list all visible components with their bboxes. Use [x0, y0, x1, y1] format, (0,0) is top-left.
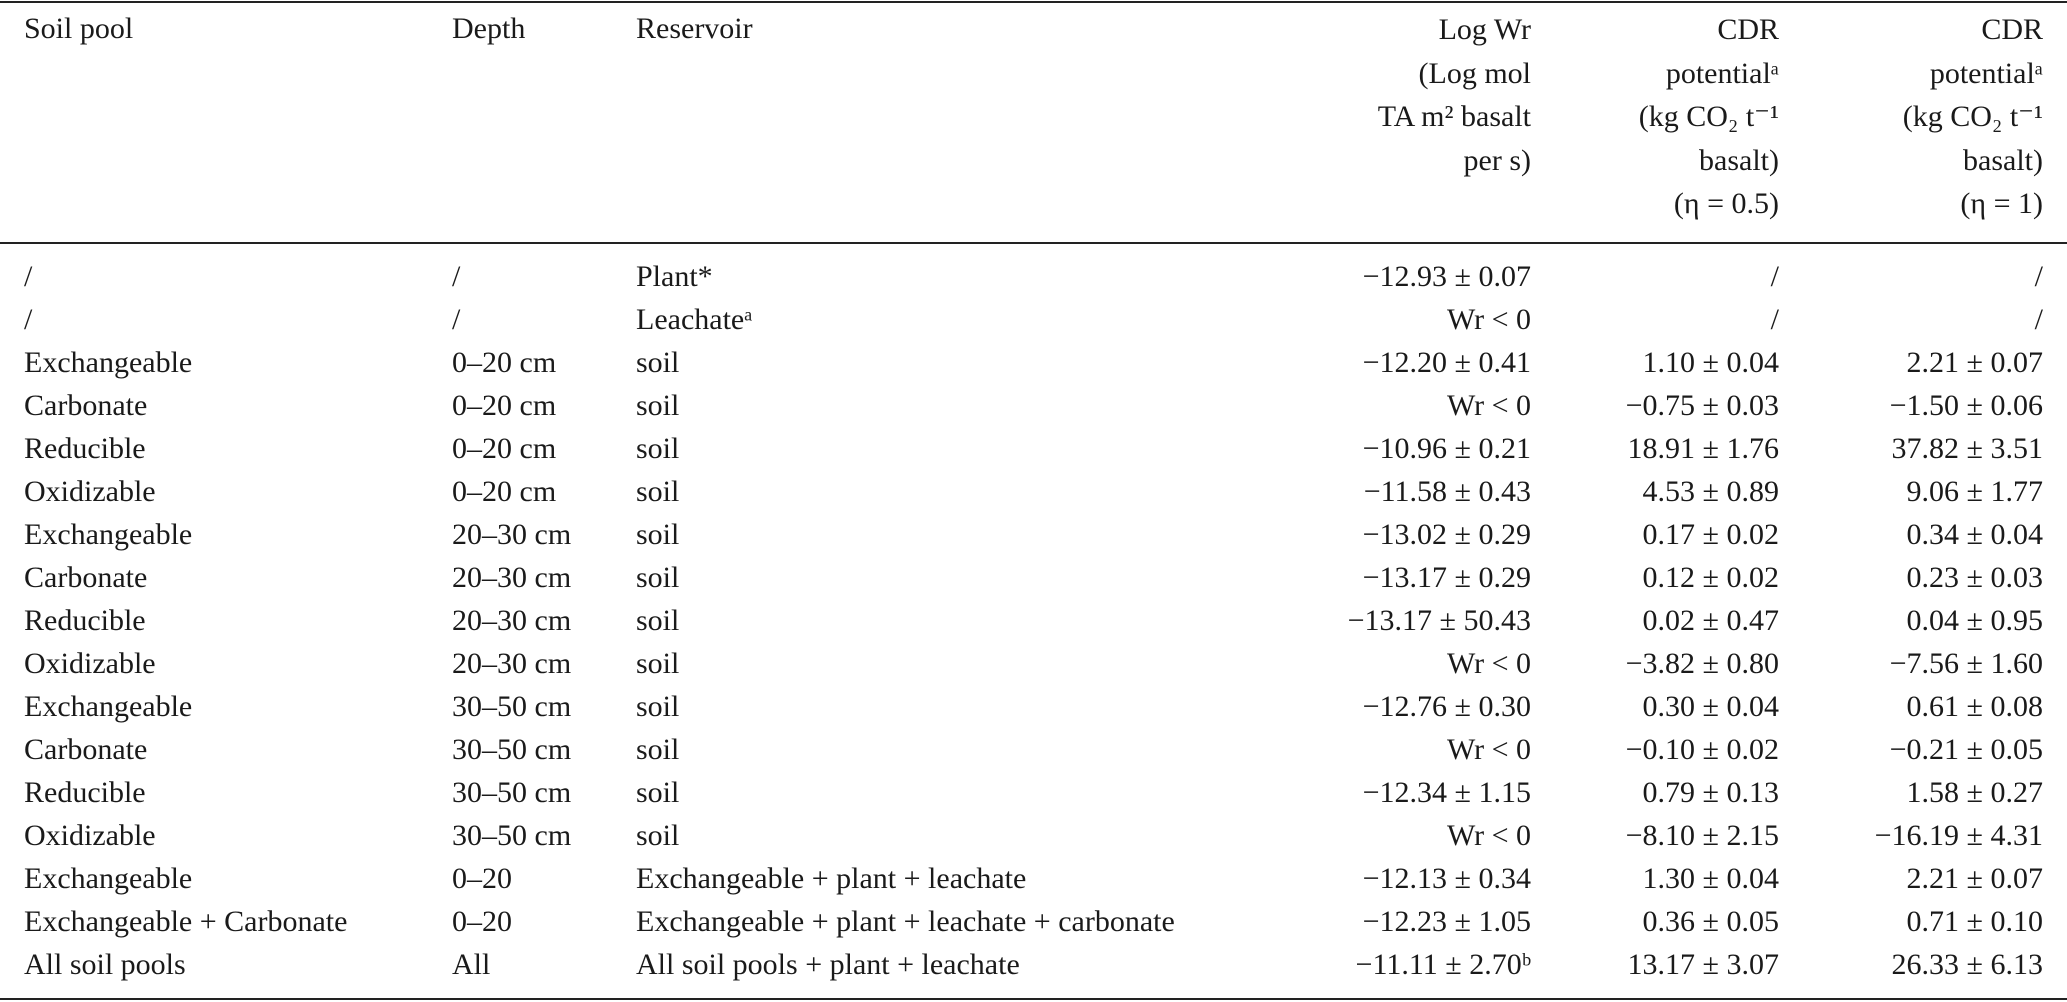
cell-soil-pool: Exchangeable — [24, 518, 193, 551]
table-row — [0, 728, 2067, 771]
cell-soil-pool: Carbonate — [24, 389, 148, 422]
table-row — [0, 513, 2067, 556]
cell-log-wr: −13.17 ± 50.43 — [1347, 604, 1531, 637]
header-cdr-line: CDR — [1717, 13, 1779, 46]
cell-log-wr: −12.93 ± 0.07 — [1362, 260, 1531, 293]
cell-soil-pool: Oxidizable — [24, 475, 156, 508]
cell-cdr-1: 9.06 ± 1.77 — [1906, 475, 2043, 508]
cell-log-wr: −12.76 ± 0.30 — [1362, 690, 1531, 723]
table-row — [0, 470, 2067, 513]
table-row — [0, 599, 2067, 642]
cell-soil-pool: Reducible — [24, 604, 146, 637]
cell-depth: 30–50 cm — [452, 776, 572, 809]
cell-soil-pool: Carbonate — [24, 561, 148, 594]
cell-cdr-05: / — [1770, 303, 1779, 336]
cell-reservoir: soil — [636, 561, 680, 594]
cell-depth: 0–20 — [452, 862, 512, 895]
cell-soil-pool: Oxidizable — [24, 819, 156, 852]
bottom-rule — [0, 998, 2067, 1000]
cell-reservoir: soil — [636, 518, 680, 551]
table-row — [0, 556, 2067, 599]
cell-reservoir: Plant* — [636, 260, 713, 293]
header-cdr-line: (kg CO₂ t⁻¹ — [1638, 100, 1779, 133]
cell-soil-pool: Exchangeable — [24, 690, 193, 723]
cell-soil-pool: Reducible — [24, 432, 146, 465]
cell-cdr-05: 0.12 ± 0.02 — [1642, 561, 1779, 594]
table-row — [0, 900, 2067, 943]
cell-cdr-1: 26.33 ± 6.13 — [1891, 948, 2043, 981]
cell-reservoir: soil — [636, 819, 680, 852]
table-row — [0, 943, 2067, 986]
cell-depth: All — [452, 948, 491, 981]
cell-cdr-1: 0.04 ± 0.95 — [1906, 604, 2043, 637]
header-log-wr-line: (Log mol — [1418, 56, 1531, 90]
cell-log-wr: −12.13 ± 0.34 — [1362, 862, 1531, 895]
cell-cdr-05: −0.75 ± 0.03 — [1625, 389, 1779, 422]
cell-log-wr: −11.58 ± 0.43 — [1363, 475, 1531, 508]
cell-cdr-1: / — [2034, 260, 2043, 293]
cell-cdr-1: 0.71 ± 0.10 — [1906, 905, 2043, 938]
cell-depth: 0–20 cm — [452, 475, 557, 508]
cell-soil-pool: Exchangeable — [24, 346, 193, 379]
cell-cdr-05: 0.36 ± 0.05 — [1642, 905, 1779, 938]
cell-soil-pool: Reducible — [24, 776, 146, 809]
table-row — [0, 685, 2067, 728]
cell-log-wr: Wr < 0 — [1446, 303, 1531, 336]
cell-log-wr: Wr < 0 — [1446, 733, 1531, 766]
cell-soil-pool: / — [24, 303, 33, 336]
cell-log-wr: −13.17 ± 0.29 — [1362, 561, 1531, 594]
cell-cdr-05: / — [1770, 260, 1779, 293]
cell-depth: 30–50 cm — [452, 690, 572, 723]
cell-cdr-1: 0.34 ± 0.04 — [1906, 518, 2043, 551]
cell-cdr-05: −3.82 ± 0.80 — [1625, 647, 1779, 680]
cell-reservoir: soil — [636, 733, 680, 766]
cell-log-wr: −12.23 ± 1.05 — [1362, 905, 1531, 938]
cell-cdr-05: 0.79 ± 0.13 — [1642, 776, 1779, 809]
cell-soil-pool: Exchangeable + Carbonate — [24, 905, 348, 938]
header-cdr-line: basalt) — [1963, 143, 2043, 177]
cell-log-wr: Wr < 0 — [1446, 647, 1531, 680]
header-soil-pool: Soil pool — [24, 12, 134, 45]
cell-cdr-05: 0.17 ± 0.02 — [1642, 518, 1779, 551]
cell-reservoir: soil — [636, 346, 680, 379]
cell-cdr-05: 13.17 ± 3.07 — [1627, 948, 1779, 981]
cell-depth: / — [452, 260, 461, 293]
cell-reservoir: soil — [636, 776, 680, 809]
cell-log-wr: −12.20 ± 0.41 — [1362, 346, 1531, 379]
cell-log-wr: −10.96 ± 0.21 — [1362, 432, 1531, 465]
cell-cdr-05: 1.30 ± 0.04 — [1642, 862, 1779, 895]
cell-cdr-05: 18.91 ± 1.76 — [1627, 432, 1779, 465]
cell-log-wr: Wr < 0 — [1446, 389, 1531, 422]
cell-cdr-1: −7.56 ± 1.60 — [1889, 647, 2043, 680]
cell-cdr-05: 4.53 ± 0.89 — [1642, 475, 1779, 508]
header-cdr-line: potentialᵃ — [1929, 56, 2043, 90]
cell-reservoir: Leachateᵃ — [636, 303, 753, 336]
header-log-wr-line: TA m² basalt — [1377, 100, 1531, 133]
cell-reservoir: Exchangeable + plant + leachate — [636, 862, 1027, 895]
table-row — [0, 242, 2067, 298]
cell-reservoir: soil — [636, 604, 680, 637]
header-cdr-line: CDR — [1981, 13, 2043, 46]
cell-cdr-1: 2.21 ± 0.07 — [1906, 862, 2043, 895]
table-row — [0, 384, 2067, 427]
cell-cdr-1: 0.61 ± 0.08 — [1906, 690, 2043, 723]
cell-depth: 20–30 cm — [452, 518, 572, 551]
cell-cdr-05: −8.10 ± 2.15 — [1625, 819, 1779, 852]
cell-cdr-1: −16.19 ± 4.31 — [1874, 819, 2043, 852]
cell-cdr-05: 0.02 ± 0.47 — [1642, 604, 1779, 637]
table-row — [0, 814, 2067, 857]
table-row — [0, 298, 2067, 341]
cell-depth: 0–20 cm — [452, 432, 557, 465]
cell-reservoir: Exchangeable + plant + leachate + carbonate — [636, 905, 1175, 938]
table-row — [0, 642, 2067, 685]
header-cdr-line: (kg CO₂ t⁻¹ — [1902, 100, 2043, 133]
cell-cdr-05: 0.30 ± 0.04 — [1642, 690, 1779, 723]
cell-cdr-1: 1.58 ± 0.27 — [1906, 776, 2043, 809]
cell-cdr-1: −0.21 ± 0.05 — [1889, 733, 2043, 766]
cell-depth: 30–50 cm — [452, 819, 572, 852]
header-cdr-line: (η = 1) — [1960, 187, 2043, 220]
cell-depth: 30–50 cm — [452, 733, 572, 766]
cell-cdr-05: 1.10 ± 0.04 — [1642, 346, 1779, 379]
cell-log-wr: Wr < 0 — [1446, 819, 1531, 852]
cell-log-wr: −11.11 ± 2.70ᵇ — [1355, 948, 1531, 981]
header-log-wr-line: Log Wr — [1438, 13, 1531, 46]
cell-log-wr: −12.34 ± 1.15 — [1362, 776, 1531, 809]
cell-reservoir: soil — [636, 432, 680, 465]
cell-log-wr: −13.02 ± 0.29 — [1362, 518, 1531, 551]
header-cdr-line: (η = 0.5) — [1673, 187, 1779, 220]
cell-soil-pool: / — [24, 260, 33, 293]
cell-cdr-1: 0.23 ± 0.03 — [1906, 561, 2043, 594]
cell-cdr-05: −0.10 ± 0.02 — [1625, 733, 1779, 766]
cell-reservoir: soil — [636, 647, 680, 680]
cell-depth: 0–20 — [452, 905, 512, 938]
cell-depth: 0–20 cm — [452, 389, 557, 422]
header-cdr-line: basalt) — [1699, 143, 1779, 177]
cell-soil-pool: Carbonate — [24, 733, 148, 766]
cell-depth: 20–30 cm — [452, 604, 572, 637]
header-cdr-eta-05 — [1549, 0, 1792, 242]
cell-cdr-1: −1.50 ± 0.06 — [1889, 389, 2043, 422]
cell-depth: 20–30 cm — [452, 647, 572, 680]
cell-cdr-1: 37.82 ± 3.51 — [1891, 432, 2043, 465]
header-cdr-eta-1 — [1792, 0, 2067, 242]
table-row — [0, 341, 2067, 384]
cell-reservoir: soil — [636, 475, 680, 508]
header-depth: Depth — [452, 12, 526, 45]
header-cdr-line: potentialᵃ — [1665, 56, 1779, 90]
header-reservoir: Reservoir — [636, 12, 753, 45]
cell-reservoir: soil — [636, 690, 680, 723]
cell-depth: / — [452, 303, 461, 336]
header-log-wr-line: per s) — [1463, 143, 1531, 177]
cell-reservoir: All soil pools + plant + leachate — [636, 948, 1020, 981]
table-row — [0, 857, 2067, 900]
cell-soil-pool: Oxidizable — [24, 647, 156, 680]
cell-soil-pool: All soil pools — [24, 948, 186, 981]
cell-depth: 0–20 cm — [452, 346, 557, 379]
cell-cdr-1: 2.21 ± 0.07 — [1906, 346, 2043, 379]
cell-depth: 20–30 cm — [452, 561, 572, 594]
cell-soil-pool: Exchangeable — [24, 862, 193, 895]
cell-reservoir: soil — [636, 389, 680, 422]
header-log-wr — [1240, 0, 1549, 242]
table-row — [0, 771, 2067, 814]
header-row — [0, 0, 2067, 242]
cell-cdr-1: / — [2034, 303, 2043, 336]
table-row — [0, 427, 2067, 470]
